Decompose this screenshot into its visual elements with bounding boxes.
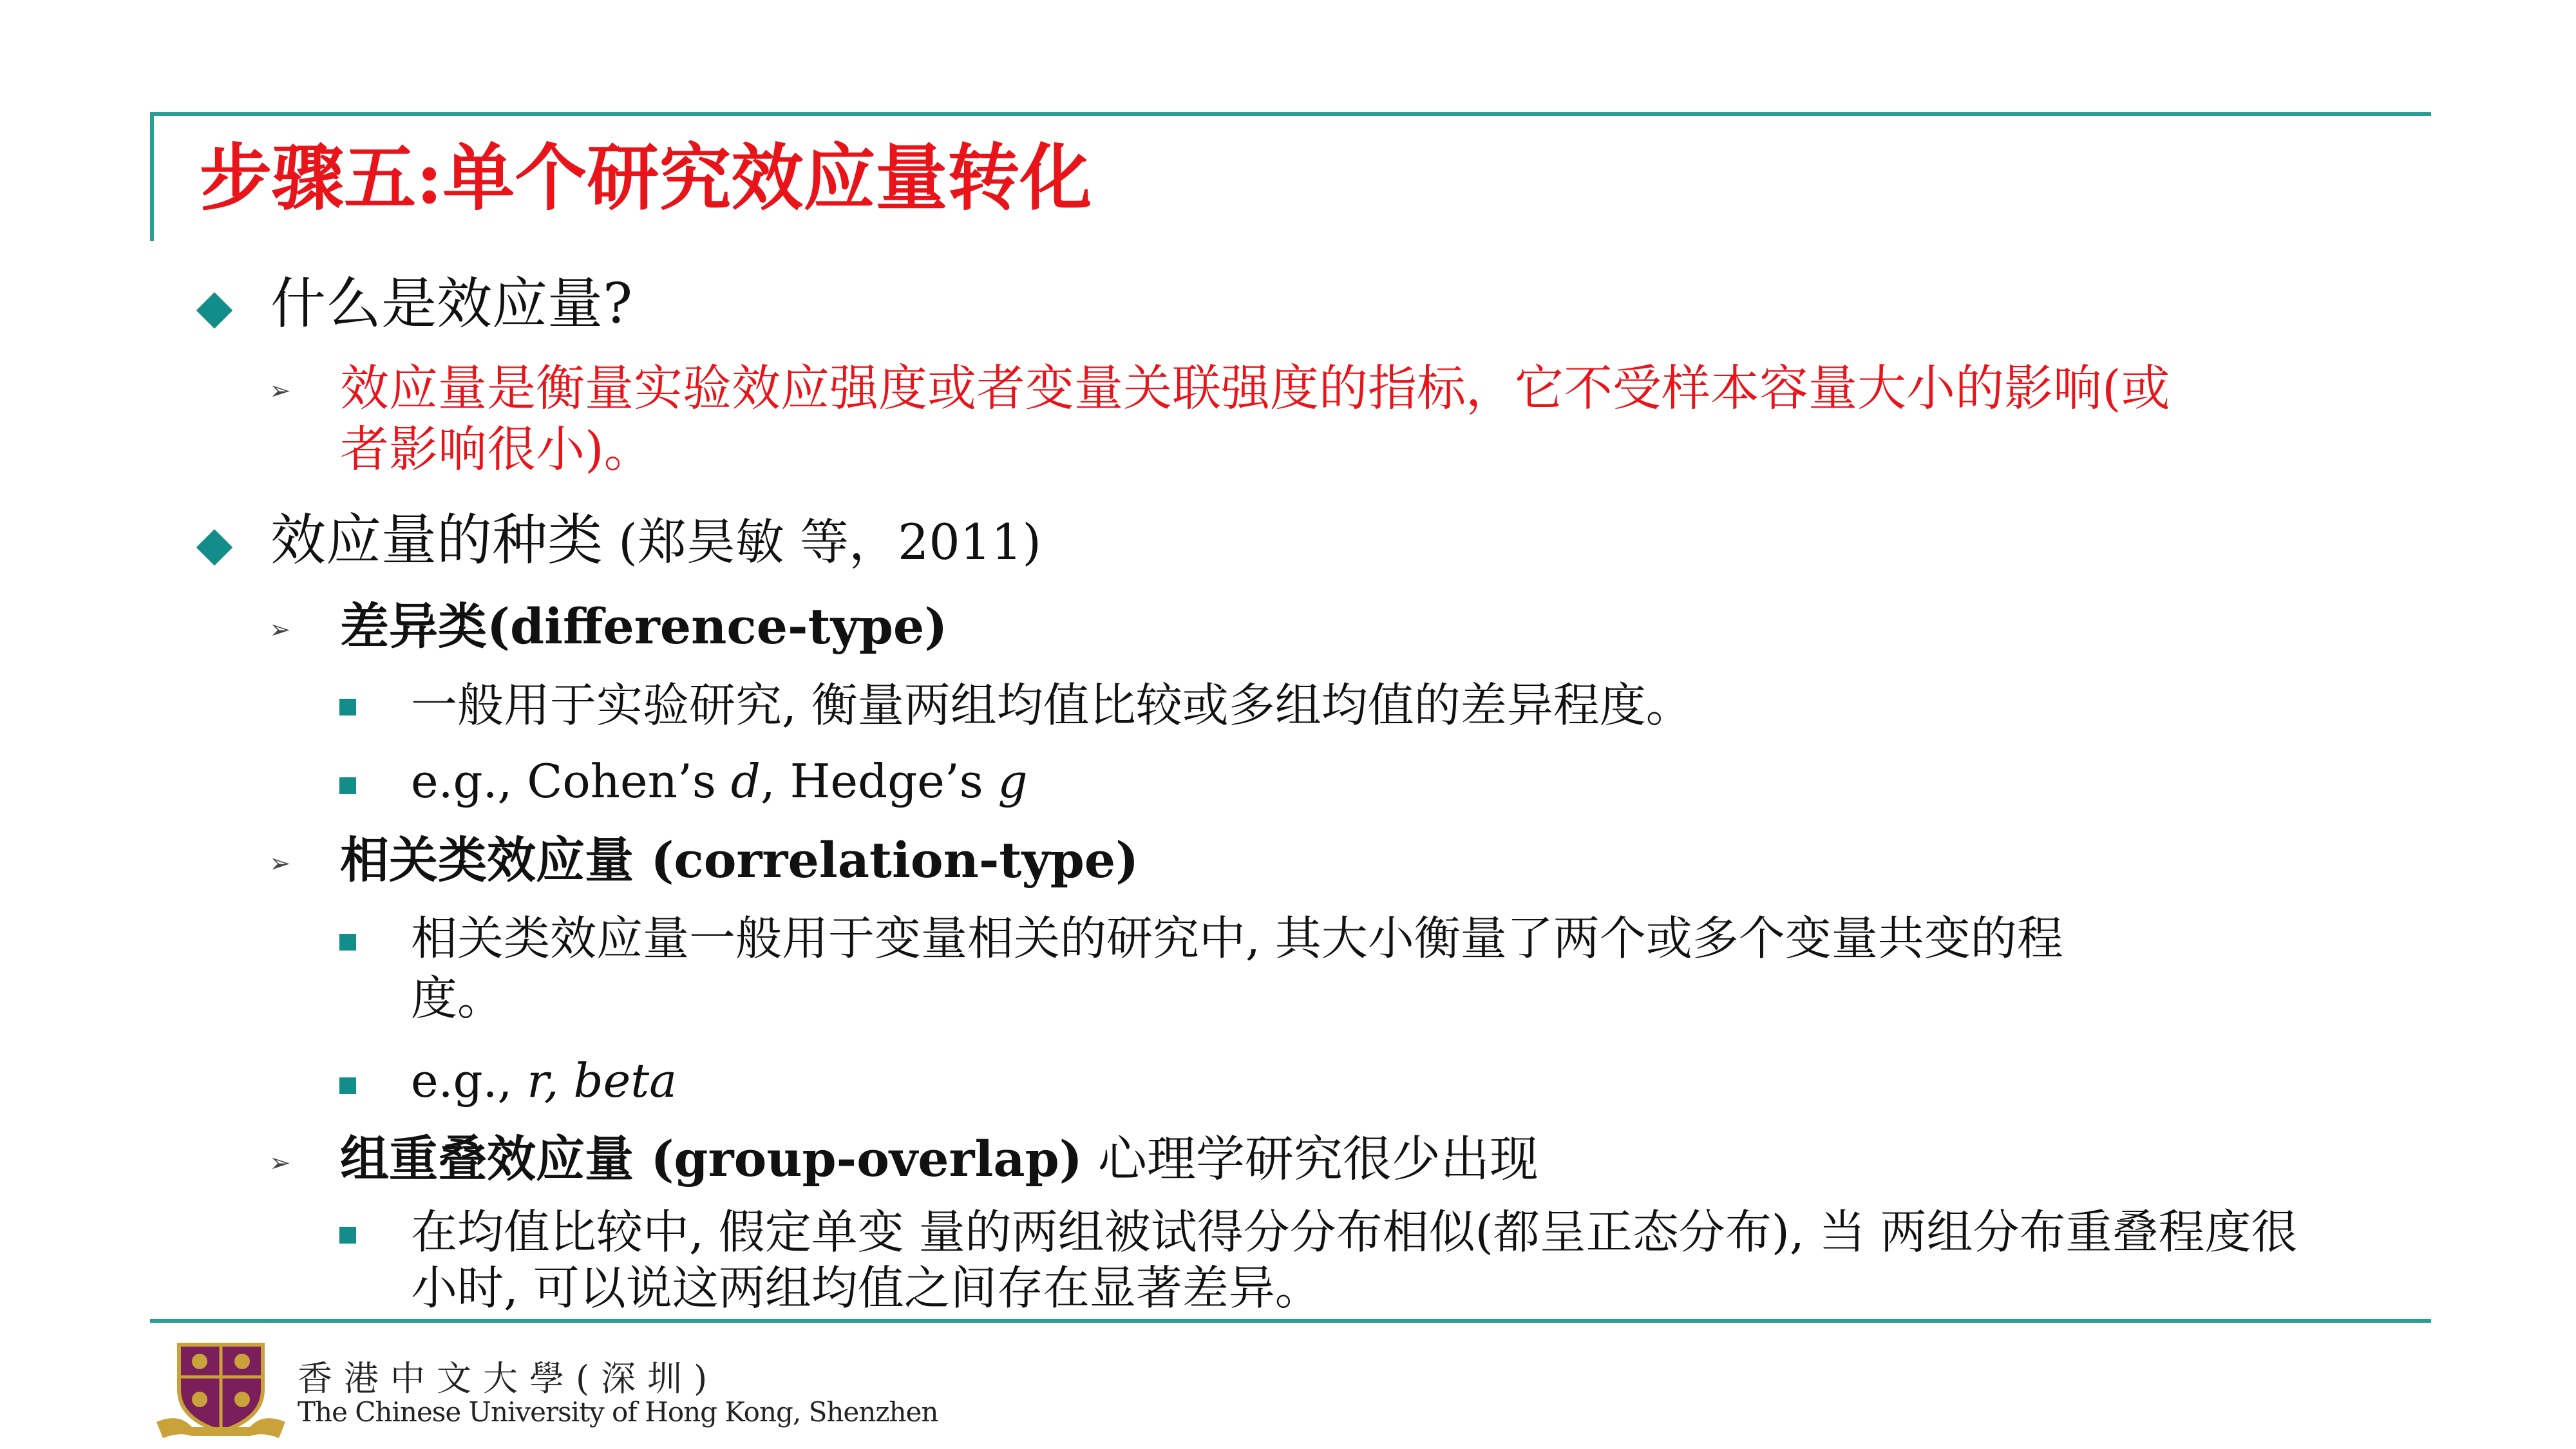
square-bullet-icon (339, 1077, 356, 1094)
arrow-bullet-icon: ➢ (269, 1148, 291, 1178)
type-difference-desc: 一般用于实验研究, 衡量两组均值比较或多组均值的差异程度。 (411, 678, 1692, 732)
arrow-bullet-icon: ➢ (269, 849, 291, 878)
type-overlap-desc-1: 在均值比较中, 假定单变 量的两组被试得分分布相似(都呈正态分布), 当 两组分布重叠程度很 (411, 1205, 2298, 1259)
footer-university-cn: 香港中文大學(深圳) (298, 1358, 719, 1399)
university-crest-icon (153, 1338, 289, 1441)
type-correlation-example (411, 1052, 677, 1110)
slide-title: 步骤五:单个研究效应量转化 (200, 136, 1092, 220)
left-rule (150, 112, 154, 241)
definition-line-1: 效应量是衡量实验效应强度或者变量关联强度的指标，它不受样本容量大小的影响(或 (340, 359, 2170, 417)
diamond-bullet-icon (196, 292, 233, 329)
arrow-bullet-icon: ➢ (269, 615, 291, 645)
type-correlation-desc-2: 度。 (411, 971, 504, 1025)
example-prefix: e.g., Cohen’s (411, 754, 731, 808)
arrow-bullet-icon: ➢ (269, 376, 291, 406)
top-rule (150, 112, 2431, 116)
section-heading-2 (270, 509, 1041, 573)
square-bullet-icon (339, 699, 356, 715)
example-g: g (998, 754, 1028, 808)
square-bullet-icon (339, 777, 356, 794)
square-bullet-icon (339, 1227, 356, 1244)
diamond-bullet-icon (196, 529, 233, 566)
bottom-rule (150, 1319, 2431, 1323)
example-mid: , Hedge’s (760, 754, 998, 808)
footer-university-en: The Chinese University of Hong Kong, Shenzhen (298, 1396, 938, 1428)
example-r-beta: r, beta (527, 1054, 677, 1108)
type-overlap-heading (340, 1128, 1539, 1189)
section-heading-2-text: 效应量的种类 (270, 508, 603, 573)
example-prefix: e.g., (411, 1054, 527, 1108)
type-overlap-desc-2: 小时, 可以说这两组均值之间存在显著差异。 (411, 1261, 1321, 1315)
example-d: d (730, 754, 761, 808)
definition-line-2: 者影响很小)。 (340, 421, 653, 478)
section-heading-1: 什么是效应量? (270, 272, 633, 336)
type-correlation-desc-1: 相关类效应量一般用于变量相关的研究中, 其大小衡量了两个或多个变量共变的程 (411, 911, 2063, 965)
type-difference-example (411, 752, 1028, 810)
type-correlation-heading: 相关类效应量 (correlation-type) (340, 831, 1139, 889)
type-difference-heading: 差异类(difference-type) (340, 598, 948, 655)
citation: (郑昊敏 等，2011) (603, 513, 1042, 571)
square-bullet-icon (339, 934, 356, 951)
type-overlap-note: 心理学研究很少出现 (1082, 1130, 1539, 1188)
type-overlap-name: 组重叠效应量 (group-overlap) (340, 1130, 1083, 1188)
